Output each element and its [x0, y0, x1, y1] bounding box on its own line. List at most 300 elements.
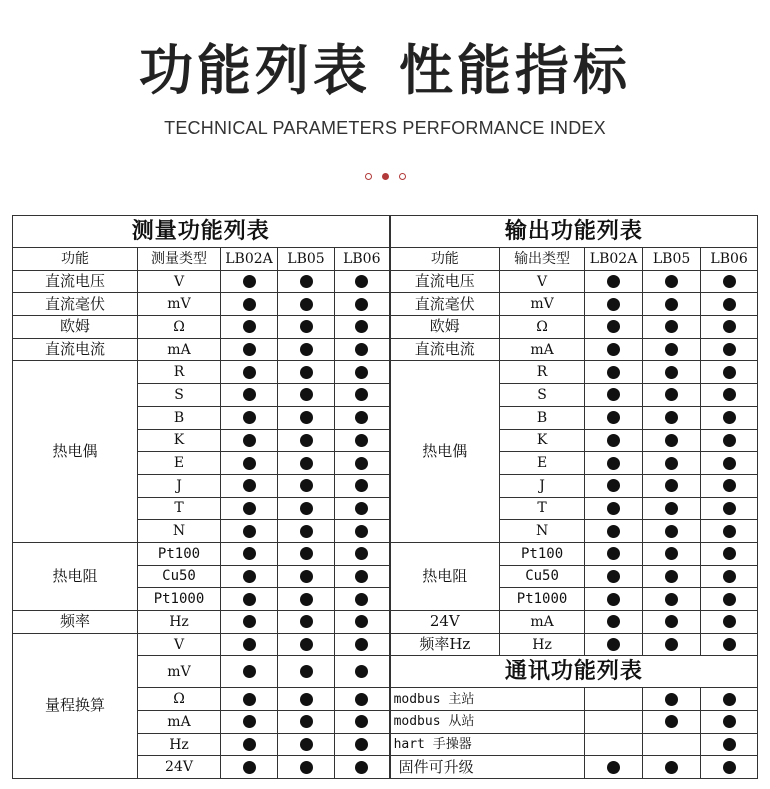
supported-dot-icon	[243, 479, 256, 492]
supported-dot-icon	[723, 275, 736, 288]
table-row	[13, 270, 758, 293]
supported-dot-icon	[607, 275, 620, 288]
type-cell: N	[500, 520, 585, 543]
support-cell	[701, 520, 758, 543]
support-cell	[278, 361, 335, 384]
type-cell: mV	[138, 293, 221, 316]
support-cell	[335, 293, 390, 316]
supported-dot-icon	[243, 320, 256, 333]
support-cell	[221, 733, 278, 756]
support-cell	[221, 611, 278, 634]
comm-item: modbus 主站	[390, 688, 585, 711]
support-cell	[335, 270, 390, 293]
support-cell	[278, 429, 335, 452]
support-cell	[335, 497, 390, 520]
support-cell	[643, 611, 701, 634]
type-cell: Cu50	[500, 565, 585, 588]
support-cell	[335, 633, 390, 656]
support-cell	[643, 733, 701, 756]
type-cell: S	[138, 384, 221, 407]
type-cell: mA	[138, 338, 221, 361]
table-row	[13, 338, 758, 361]
supported-dot-icon	[355, 479, 368, 492]
support-cell	[221, 756, 278, 779]
supported-dot-icon	[723, 638, 736, 651]
table-row	[13, 611, 758, 634]
support-cell	[643, 633, 701, 656]
support-cell	[278, 520, 335, 543]
supported-dot-icon	[300, 320, 313, 333]
supported-dot-icon	[607, 343, 620, 356]
supported-dot-icon	[300, 502, 313, 515]
support-cell	[335, 611, 390, 634]
col-lb05: LB05	[643, 248, 701, 271]
support-cell	[701, 293, 758, 316]
support-cell	[335, 520, 390, 543]
support-cell	[221, 542, 278, 565]
type-cell: Ω	[500, 316, 585, 339]
supported-dot-icon	[665, 715, 678, 728]
support-cell	[643, 270, 701, 293]
function-cell: 频率Hz	[390, 633, 500, 656]
supported-dot-icon	[243, 388, 256, 401]
supported-dot-icon	[723, 366, 736, 379]
support-cell	[335, 656, 390, 688]
supported-dot-icon	[300, 761, 313, 774]
support-cell	[335, 565, 390, 588]
supported-dot-icon	[243, 457, 256, 470]
support-cell	[701, 361, 758, 384]
supported-dot-icon	[300, 457, 313, 470]
supported-dot-icon	[723, 525, 736, 538]
type-cell: 24V	[138, 756, 221, 779]
type-cell: V	[138, 270, 221, 293]
supported-dot-icon	[723, 715, 736, 728]
support-cell	[221, 520, 278, 543]
supported-dot-icon	[300, 547, 313, 560]
supported-dot-icon	[300, 479, 313, 492]
support-cell	[221, 633, 278, 656]
type-cell: J	[500, 474, 585, 497]
function-cell: 直流电压	[13, 270, 138, 293]
supported-dot-icon	[665, 366, 678, 379]
supported-dot-icon	[607, 479, 620, 492]
support-cell	[278, 384, 335, 407]
supported-dot-icon	[300, 593, 313, 606]
supported-dot-icon	[243, 738, 256, 751]
support-cell	[585, 733, 643, 756]
supported-dot-icon	[243, 693, 256, 706]
type-cell: Hz	[500, 633, 585, 656]
type-cell: R	[138, 361, 221, 384]
type-cell: Ω	[138, 316, 221, 339]
support-cell	[221, 452, 278, 475]
support-cell	[643, 756, 701, 779]
support-cell	[585, 756, 643, 779]
page-subtitle: TECHNICAL PARAMETERS PERFORMANCE INDEX	[164, 118, 606, 138]
support-cell	[335, 711, 390, 734]
supported-dot-icon	[723, 547, 736, 560]
type-cell: Pt1000	[500, 588, 585, 611]
supported-dot-icon	[723, 388, 736, 401]
support-cell	[278, 270, 335, 293]
support-cell	[643, 293, 701, 316]
support-cell	[643, 711, 701, 734]
supported-dot-icon	[665, 525, 678, 538]
measure-list-title: 测量功能列表	[13, 216, 390, 248]
type-cell: Pt1000	[138, 588, 221, 611]
support-cell	[585, 565, 643, 588]
support-cell	[643, 429, 701, 452]
spec-table-container	[12, 215, 757, 779]
support-cell	[335, 384, 390, 407]
spec-table	[12, 215, 758, 779]
support-cell	[221, 656, 278, 688]
col-output-type: 输出类型	[500, 248, 585, 271]
supported-dot-icon	[607, 502, 620, 515]
table-row	[13, 633, 758, 656]
function-cell: 直流电压	[390, 270, 500, 293]
support-cell	[278, 588, 335, 611]
function-cell: 直流电流	[390, 338, 500, 361]
support-cell	[335, 452, 390, 475]
supported-dot-icon	[723, 343, 736, 356]
support-cell	[335, 429, 390, 452]
supported-dot-icon	[665, 275, 678, 288]
supported-dot-icon	[723, 738, 736, 751]
support-cell	[335, 406, 390, 429]
type-cell: B	[500, 406, 585, 429]
supported-dot-icon	[665, 502, 678, 515]
supported-dot-icon	[355, 665, 368, 678]
support-cell	[221, 361, 278, 384]
rtd-label: 热电阻	[390, 542, 500, 610]
supported-dot-icon	[300, 693, 313, 706]
supported-dot-icon	[300, 615, 313, 628]
ring-dot-icon	[399, 173, 406, 180]
support-cell	[585, 711, 643, 734]
support-cell	[335, 474, 390, 497]
table-row	[13, 542, 758, 565]
type-cell: E	[138, 452, 221, 475]
supported-dot-icon	[723, 320, 736, 333]
range-conversion-label: 量程换算	[13, 633, 138, 778]
type-cell: mA	[500, 611, 585, 634]
column-header-row	[13, 248, 758, 271]
support-cell	[278, 474, 335, 497]
type-cell: mV	[500, 293, 585, 316]
support-cell	[278, 656, 335, 688]
supported-dot-icon	[300, 638, 313, 651]
decorative-dots	[0, 166, 770, 185]
supported-dot-icon	[607, 320, 620, 333]
supported-dot-icon	[665, 388, 678, 401]
supported-dot-icon	[355, 638, 368, 651]
supported-dot-icon	[665, 457, 678, 470]
type-cell: T	[138, 497, 221, 520]
supported-dot-icon	[723, 411, 736, 424]
support-cell	[221, 474, 278, 497]
type-cell: T	[500, 497, 585, 520]
support-cell	[585, 474, 643, 497]
support-cell	[335, 588, 390, 611]
support-cell	[643, 565, 701, 588]
type-cell: K	[500, 429, 585, 452]
supported-dot-icon	[300, 525, 313, 538]
ring-dot-icon	[365, 173, 372, 180]
supported-dot-icon	[723, 593, 736, 606]
function-cell: 直流毫伏	[13, 293, 138, 316]
supported-dot-icon	[243, 593, 256, 606]
support-cell	[585, 361, 643, 384]
support-cell	[585, 338, 643, 361]
support-cell	[643, 542, 701, 565]
supported-dot-icon	[355, 411, 368, 424]
type-cell: V	[138, 633, 221, 656]
type-cell: N	[138, 520, 221, 543]
support-cell	[701, 270, 758, 293]
type-cell: Ω	[138, 688, 221, 711]
supported-dot-icon	[355, 502, 368, 515]
support-cell	[701, 338, 758, 361]
support-cell	[221, 270, 278, 293]
thermocouple-label: 热电偶	[13, 361, 138, 543]
supported-dot-icon	[723, 298, 736, 311]
support-cell	[585, 520, 643, 543]
support-cell	[221, 688, 278, 711]
supported-dot-icon	[243, 615, 256, 628]
support-cell	[701, 497, 758, 520]
support-cell	[585, 406, 643, 429]
support-cell	[221, 429, 278, 452]
support-cell	[643, 338, 701, 361]
supported-dot-icon	[665, 411, 678, 424]
supported-dot-icon	[355, 366, 368, 379]
support-cell	[701, 611, 758, 634]
support-cell	[701, 542, 758, 565]
supported-dot-icon	[723, 761, 736, 774]
supported-dot-icon	[607, 366, 620, 379]
support-cell	[701, 565, 758, 588]
function-cell: 直流电流	[13, 338, 138, 361]
comm-item: 固件可升级	[390, 756, 585, 779]
support-cell	[585, 688, 643, 711]
support-cell	[221, 711, 278, 734]
support-cell	[278, 633, 335, 656]
supported-dot-icon	[355, 547, 368, 560]
supported-dot-icon	[300, 665, 313, 678]
type-cell: mA	[500, 338, 585, 361]
supported-dot-icon	[243, 525, 256, 538]
support-cell	[701, 474, 758, 497]
support-cell	[278, 611, 335, 634]
support-cell	[585, 452, 643, 475]
support-cell	[701, 452, 758, 475]
supported-dot-icon	[723, 693, 736, 706]
supported-dot-icon	[300, 434, 313, 447]
supported-dot-icon	[300, 366, 313, 379]
support-cell	[335, 542, 390, 565]
type-cell: V	[500, 270, 585, 293]
supported-dot-icon	[355, 275, 368, 288]
supported-dot-icon	[243, 298, 256, 311]
supported-dot-icon	[607, 638, 620, 651]
supported-dot-icon	[665, 593, 678, 606]
support-cell	[585, 542, 643, 565]
col-function: 功能	[390, 248, 500, 271]
supported-dot-icon	[243, 665, 256, 678]
supported-dot-icon	[243, 715, 256, 728]
supported-dot-icon	[607, 525, 620, 538]
support-cell	[643, 520, 701, 543]
support-cell	[335, 316, 390, 339]
supported-dot-icon	[300, 298, 313, 311]
title-function-list: 功能列表	[139, 39, 371, 102]
supported-dot-icon	[665, 638, 678, 651]
support-cell	[221, 406, 278, 429]
supported-dot-icon	[665, 434, 678, 447]
type-cell: S	[500, 384, 585, 407]
supported-dot-icon	[300, 411, 313, 424]
supported-dot-icon	[300, 388, 313, 401]
support-cell	[585, 633, 643, 656]
supported-dot-icon	[665, 547, 678, 560]
function-cell: 直流毫伏	[390, 293, 500, 316]
support-cell	[335, 338, 390, 361]
support-cell	[701, 733, 758, 756]
supported-dot-icon	[243, 502, 256, 515]
supported-dot-icon	[355, 715, 368, 728]
type-cell: Pt100	[138, 542, 221, 565]
support-cell	[221, 588, 278, 611]
rtd-label: 热电阻	[13, 542, 138, 610]
support-cell	[643, 406, 701, 429]
supported-dot-icon	[355, 434, 368, 447]
supported-dot-icon	[355, 615, 368, 628]
supported-dot-icon	[665, 298, 678, 311]
col-lb05: LB05	[278, 248, 335, 271]
supported-dot-icon	[723, 615, 736, 628]
supported-dot-icon	[665, 615, 678, 628]
support-cell	[701, 756, 758, 779]
supported-dot-icon	[300, 738, 313, 751]
support-cell	[278, 688, 335, 711]
supported-dot-icon	[665, 479, 678, 492]
supported-dot-icon	[243, 275, 256, 288]
col-lb02a: LB02A	[221, 248, 278, 271]
supported-dot-icon	[300, 570, 313, 583]
supported-dot-icon	[300, 275, 313, 288]
supported-dot-icon	[723, 570, 736, 583]
support-cell	[335, 688, 390, 711]
support-cell	[278, 293, 335, 316]
col-lb06: LB06	[701, 248, 758, 271]
support-cell	[643, 474, 701, 497]
supported-dot-icon	[607, 570, 620, 583]
support-cell	[221, 384, 278, 407]
support-cell	[701, 633, 758, 656]
support-cell	[335, 733, 390, 756]
support-cell	[643, 497, 701, 520]
support-cell	[701, 588, 758, 611]
supported-dot-icon	[243, 366, 256, 379]
comm-item: modbus 从站	[390, 711, 585, 734]
support-cell	[278, 733, 335, 756]
function-cell: 欧姆	[13, 316, 138, 339]
support-cell	[335, 756, 390, 779]
supported-dot-icon	[607, 411, 620, 424]
support-cell	[278, 452, 335, 475]
comm-list-title: 通讯功能列表	[390, 656, 758, 688]
support-cell	[701, 316, 758, 339]
type-cell: E	[500, 452, 585, 475]
support-cell	[278, 497, 335, 520]
supported-dot-icon	[355, 738, 368, 751]
support-cell	[278, 542, 335, 565]
type-cell: B	[138, 406, 221, 429]
support-cell	[585, 293, 643, 316]
supported-dot-icon	[607, 298, 620, 311]
support-cell	[585, 270, 643, 293]
supported-dot-icon	[607, 388, 620, 401]
support-cell	[278, 406, 335, 429]
table-row	[13, 316, 758, 339]
type-cell: R	[500, 361, 585, 384]
title-performance-index: 性能指标	[399, 39, 631, 102]
supported-dot-icon	[723, 434, 736, 447]
supported-dot-icon	[723, 457, 736, 470]
support-cell	[278, 756, 335, 779]
type-cell: J	[138, 474, 221, 497]
supported-dot-icon	[607, 457, 620, 470]
page-title	[0, 28, 770, 105]
supported-dot-icon	[607, 434, 620, 447]
support-cell	[221, 316, 278, 339]
supported-dot-icon	[665, 693, 678, 706]
supported-dot-icon	[243, 547, 256, 560]
support-cell	[701, 429, 758, 452]
supported-dot-icon	[607, 615, 620, 628]
function-cell: 欧姆	[390, 316, 500, 339]
comm-item: hart 手操器	[390, 733, 585, 756]
supported-dot-icon	[355, 593, 368, 606]
supported-dot-icon	[607, 593, 620, 606]
supported-dot-icon	[607, 761, 620, 774]
supported-dot-icon	[665, 320, 678, 333]
supported-dot-icon	[665, 570, 678, 583]
support-cell	[701, 688, 758, 711]
support-cell	[585, 611, 643, 634]
col-measure-type: 测量类型	[138, 248, 221, 271]
supported-dot-icon	[355, 570, 368, 583]
col-lb02a: LB02A	[585, 248, 643, 271]
function-cell: 频率	[13, 611, 138, 634]
support-cell	[278, 316, 335, 339]
supported-dot-icon	[243, 343, 256, 356]
support-cell	[221, 565, 278, 588]
function-cell: 24V	[390, 611, 500, 634]
support-cell	[585, 384, 643, 407]
thermocouple-label: 热电偶	[390, 361, 500, 543]
type-cell: Hz	[138, 733, 221, 756]
supported-dot-icon	[723, 479, 736, 492]
support-cell	[221, 497, 278, 520]
supported-dot-icon	[300, 343, 313, 356]
type-cell: mA	[138, 711, 221, 734]
table-row	[13, 361, 758, 384]
supported-dot-icon	[665, 761, 678, 774]
supported-dot-icon	[607, 547, 620, 560]
